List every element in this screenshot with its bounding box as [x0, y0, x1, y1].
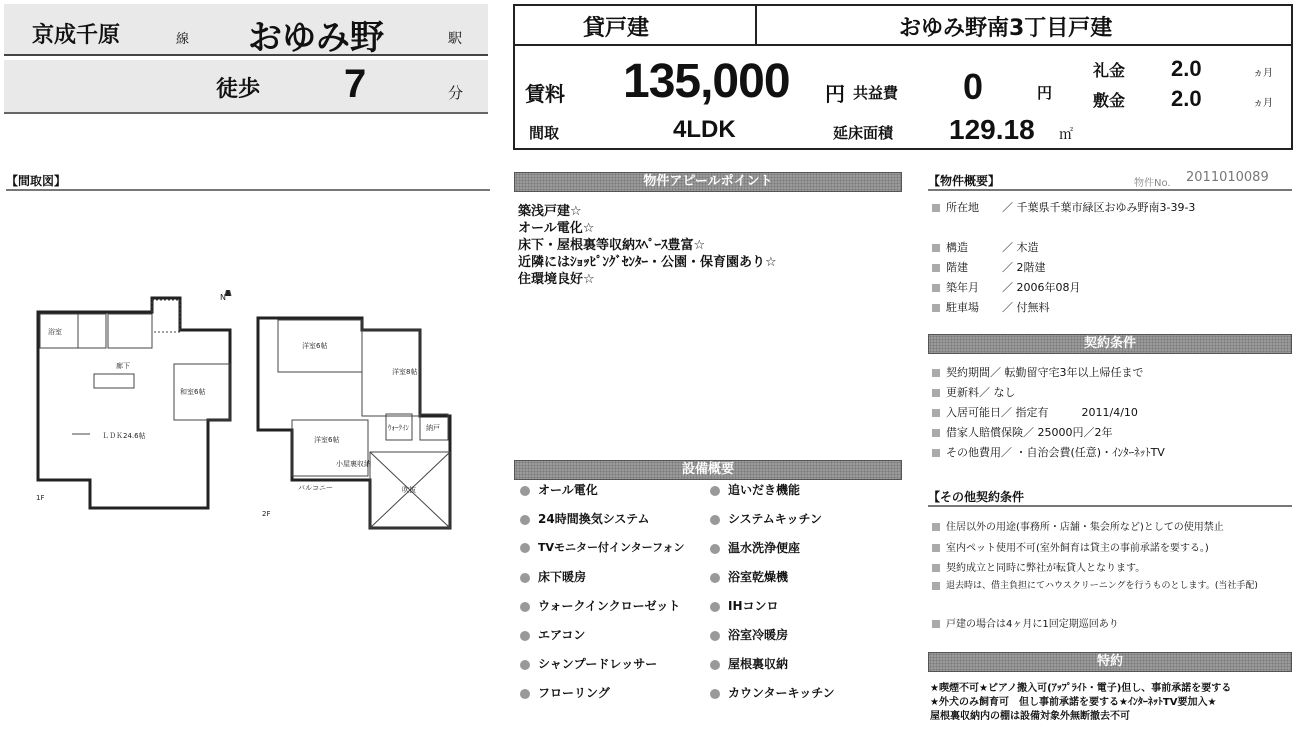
overview-row [932, 199, 1195, 215]
bullet-icon [520, 631, 530, 641]
rent-label: 賃料 [525, 82, 565, 106]
bullet-icon [520, 543, 530, 553]
overview-value: ／ 付無料 [1002, 301, 1050, 314]
layout-label: 間取 [529, 124, 560, 142]
bullet-icon [520, 660, 530, 670]
bullet-icon [932, 620, 940, 628]
walk-label: 徒歩 [216, 77, 261, 102]
equipment-label: 屋根裏収納 [728, 657, 789, 671]
equipment-item [710, 597, 900, 626]
bullet-icon [710, 515, 720, 525]
condition-row [932, 615, 1119, 630]
condition-text: 戸建の場合は4ヶ月に1回定期巡回あり [946, 619, 1119, 630]
overview-label: 所在地 [946, 201, 979, 214]
special-line: ★外犬のみ飼育可 但し事前承諾を要する★ｲﾝﾀｰﾈｯﾄTV要加入★ [930, 697, 1217, 708]
contract-value: ／ 転勤留守宅3年以上帰任まで [990, 366, 1144, 379]
contract-value: ／ なし [979, 386, 1016, 399]
room-balcony: バルコニー [298, 484, 333, 492]
equipment-label: オール電化 [538, 483, 598, 497]
condition-text: 退去時は、借主負担にてハウスクリーニングを行うものとします。(当社手配) [946, 581, 1258, 591]
equipment-label: 24時間換気システム [538, 512, 650, 526]
bullet-icon [932, 304, 940, 312]
special-terms [930, 682, 1231, 724]
equipment-right-list [710, 481, 900, 713]
overview-label: 駐車場 [946, 301, 979, 314]
overview-row [932, 259, 1046, 275]
appeal-point: 近隣にはｼｮｯﾋﾟﾝｸﾞｾﾝﾀｰ・公園・保育園あり☆ [518, 255, 777, 270]
equipment-label: IHコンロ [728, 599, 779, 613]
north-arrow: N [220, 293, 226, 302]
equipment-item [520, 597, 710, 626]
deposit-label: 敷金 [1093, 91, 1126, 110]
room-you3: 洋室6帖 [314, 436, 340, 444]
station-box [4, 4, 488, 148]
room-bath: 浴室 [48, 328, 62, 336]
bullet-icon [932, 389, 940, 397]
equipment-item [710, 684, 900, 713]
property-type: 貸戸建 [583, 16, 650, 41]
bullet-icon [520, 486, 530, 496]
equipment-item [710, 626, 900, 655]
walk-row [4, 60, 488, 114]
room-closet: 小屋裏収納 [336, 460, 371, 468]
room-hall: 廊下 [116, 362, 130, 370]
bullet-icon [932, 564, 940, 572]
condition-row [932, 559, 1145, 574]
contract-row [932, 404, 1138, 420]
contract-label: 契約期間 [946, 366, 990, 379]
equipment-label: シャンプードレッサー [538, 657, 658, 671]
deposit-unit: ヵ月 [1253, 98, 1273, 109]
bullet-icon [520, 573, 530, 583]
contract-row [932, 424, 1113, 440]
rent-unit: 円 [825, 82, 845, 106]
contract-value: ／ 25000円／2年 [1023, 426, 1113, 439]
room-void: 吹抜 [402, 486, 416, 494]
deposit-value: 2.0 [1171, 86, 1202, 111]
appeal-header: 物件アピールポイント [514, 172, 902, 192]
bullet-icon [710, 486, 720, 496]
condition-text: 室内ペット使用不可(室外飼育は貸主の事前承諾を要する。) [946, 543, 1209, 554]
bullet-icon [932, 429, 940, 437]
floorplan-drawing [30, 290, 470, 530]
bullet-icon [932, 544, 940, 552]
equipment-item [710, 568, 900, 597]
common-fee-label: 共益費 [853, 84, 899, 102]
overview-row [932, 299, 1050, 315]
bullet-icon [932, 449, 940, 457]
contract-row [932, 364, 1144, 380]
room-wic: ｳｫｰｸｲﾝ [388, 424, 409, 432]
area-label: 延床面積 [833, 124, 894, 142]
room-you1: 洋室6帖 [302, 342, 328, 350]
floor-1f: 1F [36, 494, 45, 502]
equipment-item [520, 684, 710, 713]
bullet-icon [520, 689, 530, 699]
condition-row [932, 539, 1209, 554]
contract-row [932, 384, 1016, 400]
equipment-item [520, 626, 710, 655]
contract-label: 入居可能日 [946, 406, 1001, 419]
bullet-icon [932, 582, 940, 590]
key-money-value: 2.0 [1171, 56, 1202, 81]
equipment-label: 浴室乾燥機 [728, 570, 789, 584]
bullet-icon [932, 284, 940, 292]
floorplan-title [6, 172, 490, 191]
condition-row [932, 518, 1224, 533]
appeal-point: オール電化☆ [518, 221, 595, 236]
equipment-label: TVモニター付インターフォン [538, 541, 685, 554]
contract-label: 借家人賠償保険 [946, 426, 1023, 439]
equipment-item [710, 510, 900, 539]
room-you2: 洋室8帖 [392, 368, 418, 376]
key-money-label: 礼金 [1093, 61, 1126, 80]
bullet-icon [710, 631, 720, 641]
overview-row [932, 239, 1039, 255]
equipment-item [520, 655, 710, 684]
equipment-label: カウンターキッチン [728, 686, 835, 700]
equipment-item [710, 655, 900, 684]
appeal-point: 床下・屋根裏等収納ｽﾍﾟｰｽ豊富☆ [518, 238, 706, 253]
station-row [4, 4, 488, 56]
equipment-label: 床下暖房 [538, 570, 587, 584]
bullet-icon [932, 264, 940, 272]
line-suffix: 線 [176, 32, 190, 47]
property-name: おゆみ野南3丁目戸建 [899, 16, 1113, 41]
equipment-label: エアコン [538, 628, 586, 642]
contract-header: 契約条件 [928, 334, 1292, 354]
equipment-item [520, 510, 710, 539]
appeal-point: 築浅戸建☆ [518, 204, 582, 219]
contract-row [932, 444, 1165, 460]
appeal-point: 住環境良好☆ [518, 272, 595, 287]
bullet-icon [710, 660, 720, 670]
equipment-item [710, 481, 900, 510]
equipment-item [520, 539, 710, 568]
condition-text: 契約成立と同時に弊社が転貸人となります。 [946, 563, 1146, 574]
overview-title-bar [928, 172, 1292, 191]
overview-row [932, 279, 1081, 295]
common-fee-value: 0 [963, 66, 984, 107]
bullet-icon [932, 523, 940, 531]
equipment-label: ウォークインクローゼット [538, 599, 681, 613]
rent-value: 135,000 [623, 55, 790, 108]
special-header: 特約 [928, 652, 1292, 672]
property-id: 2011010089 [1186, 170, 1269, 185]
bullet-icon [520, 602, 530, 612]
equipment-item [520, 481, 710, 510]
overview-value: ／ 2階建 [1002, 261, 1046, 274]
header-divider [755, 6, 757, 44]
bullet-icon [932, 409, 940, 417]
bullet-icon [710, 689, 720, 699]
key-money-unit: ヵ月 [1253, 68, 1273, 79]
overview-value: ／ 木造 [1002, 241, 1039, 254]
contract-label: その他費用 [946, 446, 1001, 459]
other-conditions-title: 【その他契約条件 [928, 488, 1292, 507]
bullet-icon [932, 369, 940, 377]
station-suffix: 駅 [448, 31, 462, 47]
overview-label: 階建 [946, 261, 968, 274]
equipment-label: 追いだき機能 [728, 483, 801, 497]
equipment-label: 温水洗浄便座 [728, 541, 801, 555]
bullet-icon [520, 515, 530, 525]
rent-box-header [515, 6, 1291, 46]
walk-minutes: 7 [344, 62, 367, 106]
area-unit: ㎡ [1059, 127, 1073, 143]
overview-label: 築年月 [946, 281, 979, 294]
floor-2f: 2F [262, 510, 271, 518]
overview-title: 【物件概要】 [928, 174, 1001, 188]
room-storage: 納戸 [426, 424, 440, 432]
bullet-icon [932, 244, 940, 252]
walk-unit: 分 [448, 84, 464, 102]
overview-value: ／ 千葉県千葉市緑区おゆみ野南3-39-3 [1002, 201, 1196, 214]
rent-box [513, 4, 1293, 150]
area-value: 129.18 [949, 114, 1035, 145]
condition-row [932, 578, 1258, 591]
bullet-icon [710, 602, 720, 612]
contract-value: ／ ・自治会費(任意)・ｲﾝﾀｰﾈｯﾄTV [1001, 446, 1165, 459]
station-name: おゆみ野 [248, 18, 384, 58]
contract-label: 更新料 [946, 386, 979, 399]
equipment-header: 設備概要 [514, 460, 902, 480]
common-fee-unit: 円 [1037, 84, 1053, 102]
room-ldk: ＬＤＫ24.6帖 [102, 432, 146, 440]
special-line: ★喫煙不可★ピアノ搬入可(ｱｯﾌﾟﾗｲﾄ・電子)但し、事前承諾を要する [930, 683, 1232, 694]
property-id-label: 物件No. [1134, 178, 1171, 189]
overview-value: ／ 2006年08月 [1002, 281, 1081, 294]
overview-label: 構造 [946, 241, 968, 254]
bullet-icon [932, 204, 940, 212]
appeal-list [518, 203, 777, 288]
bullet-icon [710, 544, 720, 554]
equipment-label: 浴室冷暖房 [728, 628, 789, 642]
special-line: 屋根裏収納内の棚は設備対象外無断撤去不可 [930, 711, 1130, 722]
equipment-item [520, 568, 710, 597]
line-name: 京成千原 [32, 23, 121, 48]
equipment-item [710, 539, 900, 568]
equipment-label: フローリング [538, 686, 610, 700]
equipment-left-list [520, 481, 710, 713]
layout-value: 4LDK [673, 116, 736, 143]
condition-text: 住居以外の用途(事務所・店舗・集会所など)としての使用禁止 [946, 522, 1224, 533]
floorplan-title-text: 【間取図】 [6, 174, 67, 188]
contract-value: ／ 指定有 2011/4/10 [1001, 406, 1138, 419]
equipment-label: システムキッチン [728, 512, 822, 526]
bullet-icon [710, 573, 720, 583]
room-wa: 和室6帖 [180, 388, 206, 396]
